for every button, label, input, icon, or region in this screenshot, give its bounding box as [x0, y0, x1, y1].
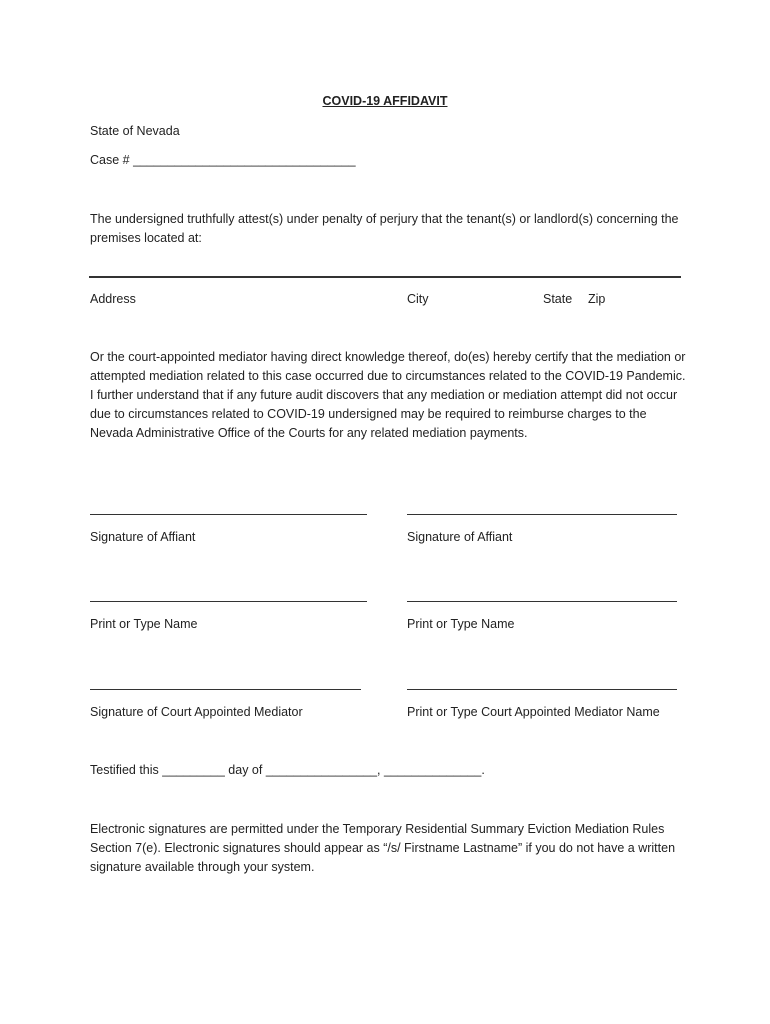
affiant-signature-line-left[interactable] — [90, 514, 367, 515]
document-title: COVID-19 AFFIDAVIT — [322, 94, 448, 108]
affiant-signature-label-left: Signature of Affiant — [90, 530, 196, 544]
case-number-line[interactable]: Case # ________________________________ — [90, 153, 356, 167]
print-name-label-left: Print or Type Name — [90, 617, 198, 631]
mediator-signature-line[interactable] — [90, 689, 361, 690]
electronic-signature-note: Electronic signatures are permitted under the Temporary Residential Summary Eviction Mediation Rules Section 7(e). Electronic signatures should appear as “/s/ Firstname Lastname” if you do not have a written signature available through your system. — [90, 822, 676, 874]
mediator-name-label: Print or Type Court Appointed Mediator Name — [407, 705, 660, 719]
print-name-line-left[interactable] — [90, 601, 367, 602]
mediator-signature-label: Signature of Court Appointed Mediator — [90, 705, 303, 719]
state-line: State of Nevada — [90, 124, 180, 138]
affiant-signature-line-right[interactable] — [407, 514, 677, 515]
address-label: Address — [90, 292, 136, 306]
address-signature-line[interactable] — [89, 276, 681, 278]
attest-paragraph: The undersigned truthfully attest(s) under penalty of perjury that the tenant(s) or landlord(s) concerning the premises located at: — [90, 212, 679, 245]
city-label: City — [407, 292, 429, 306]
print-name-line-right[interactable] — [407, 601, 677, 602]
certify-paragraph: Or the court-appointed mediator having direct knowledge thereof, do(es) hereby certify that the mediation or attempted mediation related to this case occurred due to circumstances related to the COVID-19 Pandemic. I further understand that if any future audit discovers that any mediation or mediation attempt did not occur due to circumstances related to COVID-19 undersigned may be required to reimburse charges to the Nevada Administrative Office of the Courts for any related mediation payments. — [90, 350, 686, 440]
print-name-label-right: Print or Type Name — [407, 617, 515, 631]
state-label: State — [543, 292, 573, 306]
affiant-signature-label-right: Signature of Affiant — [407, 530, 513, 544]
testified-line[interactable]: Testified this _________ day of ________________, ______________. — [90, 763, 485, 777]
mediator-name-line[interactable] — [407, 689, 677, 690]
zip-label: Zip — [588, 292, 606, 306]
